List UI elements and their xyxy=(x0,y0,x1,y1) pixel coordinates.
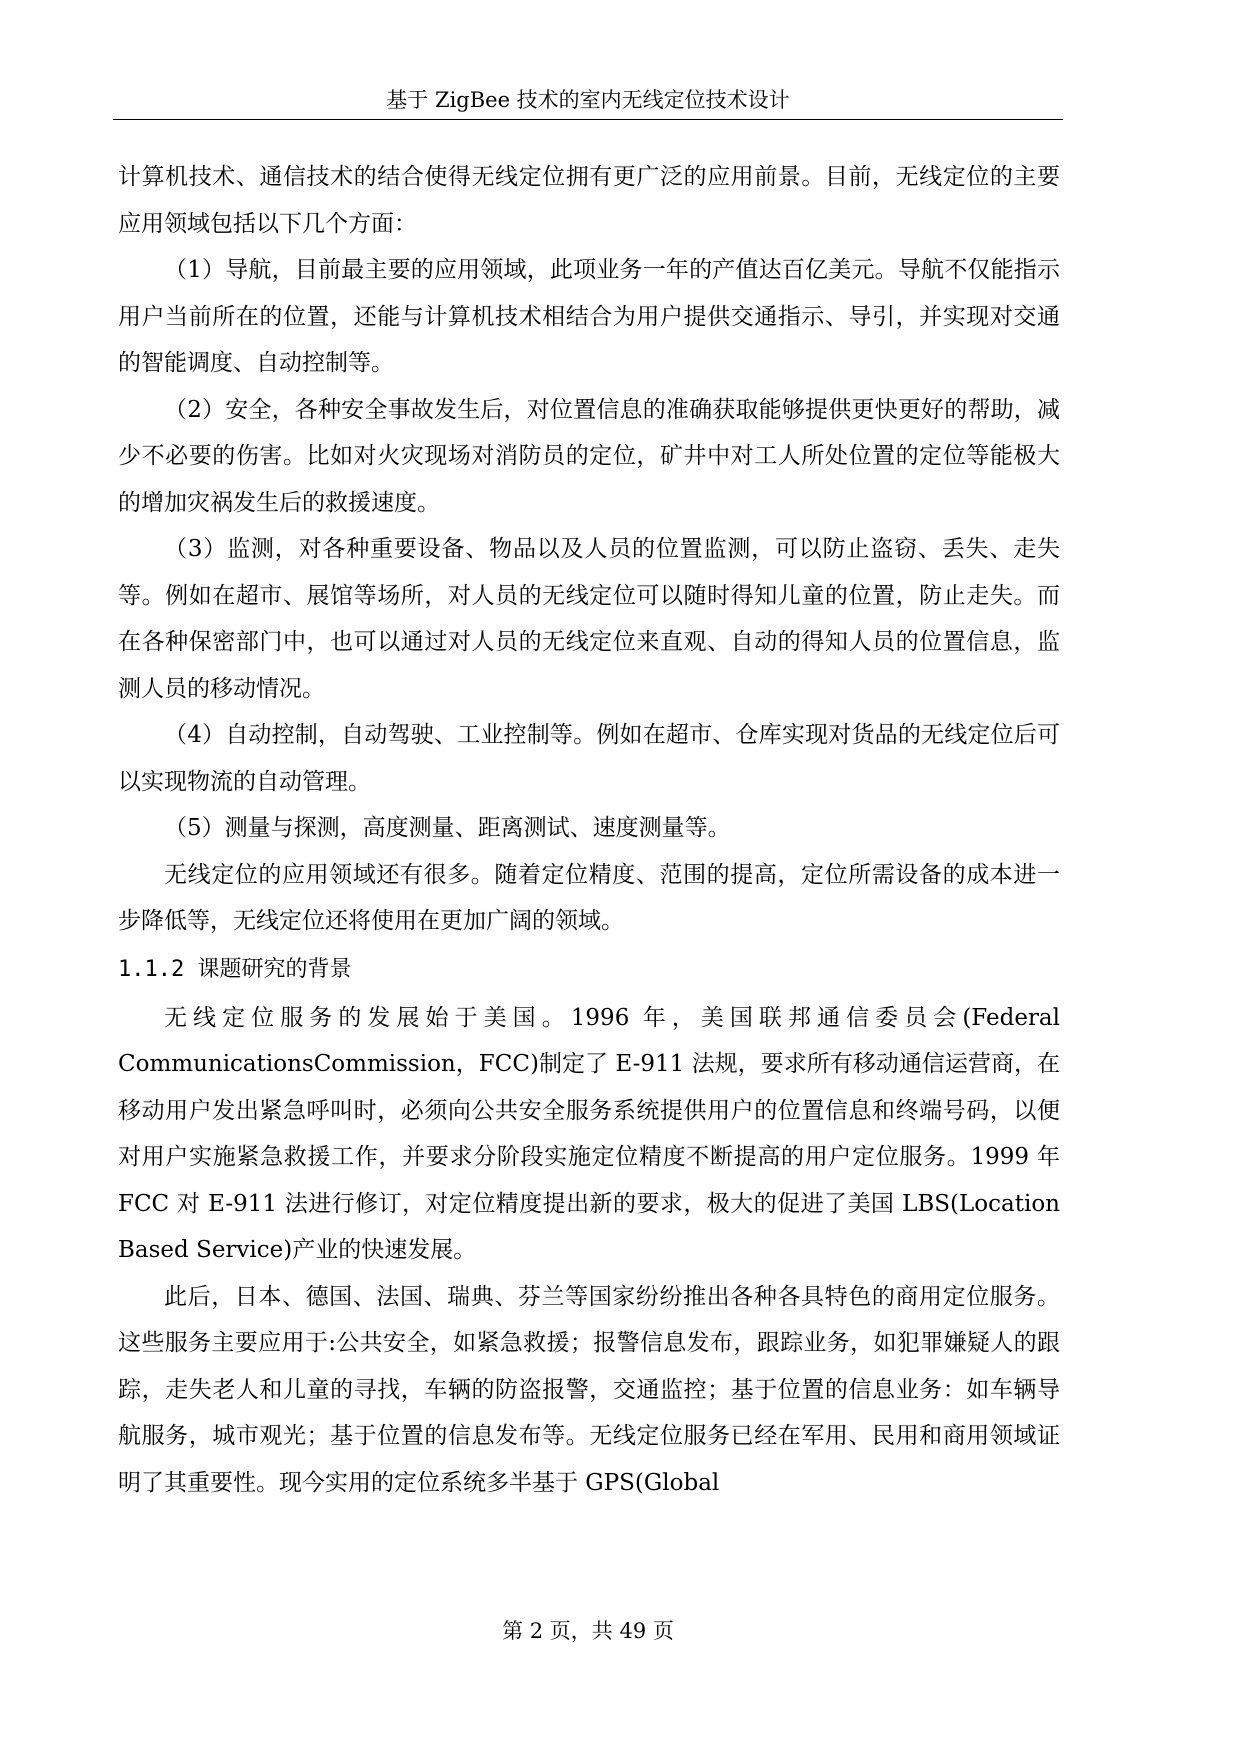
list-item-auto-control: （4）自动控制，自动驾驶、工业控制等。例如在超市、仓库实现对货品的无线定位后可以实现物流的自动管理。 xyxy=(118,722,1060,795)
list-item-navigation: （1）导航，目前最主要的应用领域，此项业务一年的产值达百亿美元。导航不仅能指示用户当前所在的位置，还能与计算机技术相结合为用户提供交通指示、导引，并实现对交通的智能调度、自动控制等。 xyxy=(118,257,1060,376)
paragraph: 此后，日本、德国、法国、瑞典、芬兰等国家纷纷推出各种各具特色的商用定位服务。这些服务主要应用于:公共安全，如紧急救援；报警信息发布，跟踪业务，如犯罪嫌疑人的跟踪，走失老人和儿童的寻找，车辆的防盗报警，交通监控；基于位置的信息业务：如车辆导航服务，城市观光；基于位置的信息发布等。无线定位服务已经在军用、民用和商用领域证明了其重要性。现今实用的定位系统多半基于 GPS(Global xyxy=(118,1283,1060,1496)
list-item-monitoring: （3）监测，对各种重要设备、物品以及人员的位置监测，可以防止盗窃、丢失、走失等。例如在超市、展馆等场所，对人员的无线定位可以随时得知儿童的位置，防止走失。而在各种保密部门中，也可以通过对人员的无线定位来直观、自动的得知人员的位置信息，监测人员的移动情况。 xyxy=(118,536,1060,702)
paragraph: 计算机技术、通信技术的结合使得无线定位拥有更广泛的应用前景。目前，无线定位的主要应用领域包括以下几个方面： xyxy=(118,164,1060,237)
list-item-measurement: （5）测量与探测，高度测量、距离测试、速度测量等。 xyxy=(164,815,731,841)
body-text xyxy=(118,154,1060,1506)
page-footer: 第 2 页，共 49 页 xyxy=(502,1619,674,1643)
paragraph: 无线定位的应用领域还有很多。随着定位精度、范围的提高，定位所需设备的成本进一步降低等，无线定位还将使用在更加广阔的领域。 xyxy=(118,861,1060,934)
running-header: 基于 ZigBee 技术的室内无线定位技术设计 xyxy=(386,88,790,112)
section-heading: 1.1.2 课题研究的背景 xyxy=(118,956,352,982)
list-item-safety: （2）安全，各种安全事故发生后，对位置信息的准确获取能够提供更快更好的帮助，减少不必要的伤害。比如对火灾现场对消防员的定位，矿井中对工人所处位置的定位等能极大的增加灾祸发生后的救援速度。 xyxy=(118,396,1060,516)
header-rule xyxy=(113,119,1063,120)
paragraph: 无线定位服务的发展始于美国。1996 年，美国联邦通信委员会(Federal CommunicationsCommission，FCC)制定了 E-911 法规，要求所有移动通信运营商，在移动用户发出紧急呼叫时，必须向公共安全服务系统提供用户的位置信息和终端号码，以便对用户实施紧急救援工作，并要求分阶段实施定位精度不断提高的用户定位服务。1999 年 FCC 对 E-911 法进行修订，对定位精度提出新的要求，极大的促进了美国 LBS(Location Based Service)产业的快速发展。 xyxy=(118,1004,1060,1263)
